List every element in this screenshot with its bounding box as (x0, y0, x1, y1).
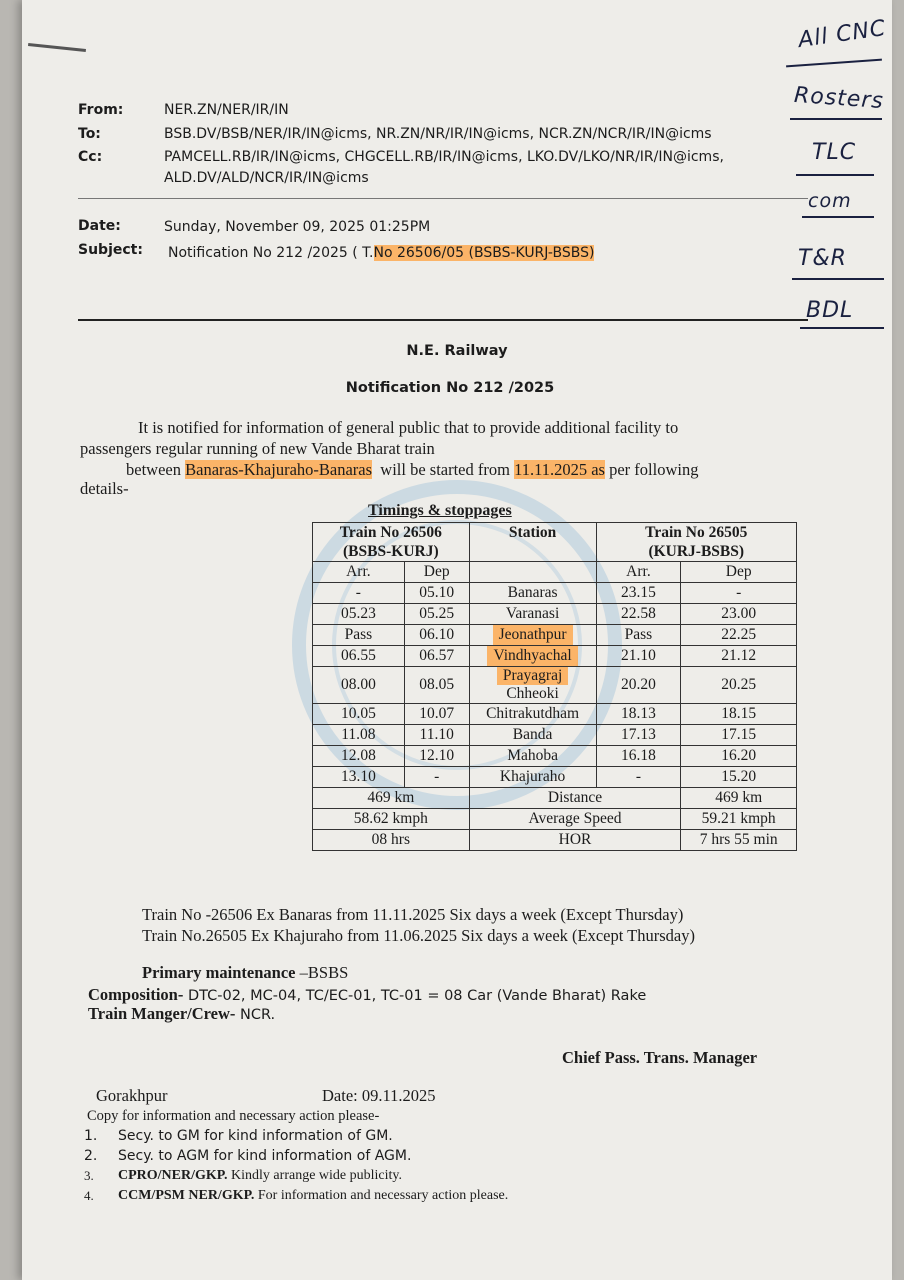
up-departure-cell: 22.25 (681, 625, 797, 646)
down-departure-cell: 11.10 (404, 725, 469, 746)
station-subheader (469, 562, 596, 583)
up-arrival-cell: 18.13 (596, 704, 681, 725)
down-arrival-cell: 13.10 (313, 767, 405, 788)
cc-value-1: PAMCELL.RB/IR/IN@icms, CHGCELL.RB/IR/IN@icms, LKO.DV/LKO/NR/IR/IN@icms, (164, 149, 724, 165)
summary-row (313, 788, 797, 809)
down-departure-cell: 12.10 (404, 746, 469, 767)
notice-para-line2: passengers regular running of new Vande Bharat train (80, 439, 435, 458)
dep-header: Dep (404, 562, 469, 583)
copy-text: Secy. to GM for kind information of GM. (118, 1128, 393, 1144)
down-arrival-cell: 06.55 (313, 646, 405, 667)
cc-value-2: ALD.DV/ALD/NCR/IR/IN@icms (164, 170, 369, 186)
up-departure-cell: 18.15 (681, 704, 797, 725)
para-text: will be started from (372, 460, 515, 479)
down-summary-value: 58.62 kmph (313, 809, 470, 830)
issue-date: Date: 09.11.2025 (322, 1086, 436, 1105)
signature-designation: Chief Pass. Trans. Manager (562, 1048, 758, 1067)
arr-header: Arr. (313, 562, 405, 583)
date-value: Sunday, November 09, 2025 01:25PM (164, 219, 431, 235)
up-departure-cell: 23.00 (681, 604, 797, 625)
up-arrival-cell: - (596, 767, 681, 788)
down-departure-cell: 05.10 (404, 583, 469, 604)
schedule-line-2: Train No.26505 Ex Khajuraho from 11.06.2025 Six days a week (Except Thursday) (142, 926, 695, 945)
table-row (313, 767, 797, 788)
handwritten-note-4: com (808, 190, 852, 212)
summary-row (313, 809, 797, 830)
primary-maintenance-label: Primary maintenance (142, 963, 296, 982)
copy-text: Secy. to AGM for kind information of AGM. (118, 1147, 412, 1164)
up-departure-cell: 16.20 (681, 746, 797, 767)
cc-label: Cc: (78, 149, 103, 165)
down-summary-value: 469 km (313, 788, 470, 809)
document-page (22, 0, 892, 1280)
timetable (312, 522, 797, 851)
up-train-number: Train No 26505 (645, 524, 748, 541)
down-departure-cell: 06.10 (404, 625, 469, 646)
handwritten-note-3: TLC (812, 140, 857, 165)
station-name: Chitrakutdham (486, 705, 580, 722)
up-train-header (596, 523, 796, 562)
station-cell (469, 746, 596, 767)
station-cell (469, 667, 596, 704)
table-row (313, 583, 797, 604)
down-train-route: (BSBS-KURJ) (343, 543, 439, 560)
down-departure-cell: - (404, 767, 469, 788)
notice-para-line4: details- (80, 479, 129, 498)
station-name: Banaras (507, 584, 558, 601)
summary-label: HOR (469, 830, 681, 851)
subject-label: Subject: (78, 242, 143, 258)
up-departure-cell: 20.25 (681, 667, 797, 704)
table-row (313, 667, 797, 704)
up-arrival-cell: 21.10 (596, 646, 681, 667)
down-arrival-cell: - (313, 583, 405, 604)
down-summary-value: 08 hrs (313, 830, 470, 851)
table-row (313, 625, 797, 646)
pen-mark (28, 43, 86, 52)
summary-label: Distance (469, 788, 681, 809)
station-name-line2: Chheoki (506, 685, 559, 702)
down-arrival-cell: Pass (313, 625, 405, 646)
copy-item-number: 3. (84, 1168, 94, 1183)
subject-highlight: No 26506/05 (BSBS-KURJ-BSBS) (373, 245, 595, 261)
down-departure-cell: 06.57 (404, 646, 469, 667)
notice-para-line1: It is notified for information of general public that to provide additional facility to (138, 418, 679, 437)
from-value: NER.ZN/NER/IR/IN (164, 102, 289, 118)
station-cell (469, 604, 596, 625)
up-departure-cell: 15.20 (681, 767, 797, 788)
copy-recipient: CPRO/NER/GKP. (118, 1168, 228, 1183)
handwritten-underline (792, 278, 884, 280)
composition-label: Composition- (88, 985, 184, 1004)
down-arrival-cell: 05.23 (313, 604, 405, 625)
subject-value (168, 243, 594, 264)
copy-item (118, 1146, 411, 1167)
train-crew (88, 1003, 275, 1026)
down-train-number: Train No 26506 (339, 524, 442, 541)
primary-maintenance (142, 962, 348, 983)
station-cell (469, 767, 596, 788)
arr-header: Arr. (596, 562, 681, 583)
subject-prefix: Notification No 212 /2025 ( T. (168, 245, 374, 261)
handwritten-underline (800, 327, 884, 329)
station-name: Mahoba (507, 747, 558, 764)
crew-label: Train Manger/Crew- (88, 1004, 236, 1023)
body-divider (78, 319, 808, 321)
copy-item-number: 1. (84, 1128, 98, 1144)
station-name: Khajuraho (499, 768, 566, 785)
handwritten-underline (802, 216, 874, 218)
up-arrival-cell: 23.15 (596, 583, 681, 604)
schedule-line-1: Train No -26506 Ex Banaras from 11.11.2025 Six days a week (Except Thursday) (142, 905, 684, 924)
to-label: To: (78, 126, 101, 142)
down-departure-cell: 05.25 (404, 604, 469, 625)
station-name: Banda (512, 726, 553, 743)
para-text: per following (604, 460, 699, 479)
handwritten-underline (796, 174, 874, 176)
copy-item (118, 1165, 402, 1186)
up-arrival-cell: Pass (596, 625, 681, 646)
down-departure-cell: 10.07 (404, 704, 469, 725)
handwritten-underline (790, 118, 882, 120)
para-text: between (126, 460, 186, 479)
primary-maintenance-value: –BSBS (295, 963, 349, 982)
org-title: N.E. Railway (406, 343, 508, 359)
copy-text: Kindly arrange wide publicity. (227, 1168, 402, 1183)
down-train-header (313, 523, 470, 562)
copy-item (118, 1126, 393, 1147)
station-name: Jeonathpur (493, 625, 573, 645)
table-row (313, 746, 797, 767)
up-arrival-cell: 22.58 (596, 604, 681, 625)
up-departure-cell: 21.12 (681, 646, 797, 667)
to-value: BSB.DV/BSB/NER/IR/IN@icms, NR.ZN/NR/IR/IN@icms, NCR.ZN/NCR/IR/IN@icms (164, 126, 712, 142)
notice-para-line3 (126, 459, 698, 480)
dep-header: Dep (681, 562, 797, 583)
up-arrival-cell: 17.13 (596, 725, 681, 746)
handwritten-underline (786, 59, 882, 68)
up-arrival-cell: 20.20 (596, 667, 681, 704)
composition-value: DTC-02, MC-04, TC/EC-01, TC-01 = 08 Car (Vande Bharat) Rake (183, 988, 647, 1004)
copy-text: For information and necessary action please. (254, 1187, 509, 1203)
copy-item-number: 2. (84, 1147, 98, 1164)
down-arrival-cell: 11.08 (313, 725, 405, 746)
station-cell (469, 583, 596, 604)
up-summary-value: 7 hrs 55 min (681, 830, 797, 851)
down-arrival-cell: 10.05 (313, 704, 405, 725)
copy-intro: Copy for information and necessary action please- (87, 1108, 380, 1124)
station-name: Varanasi (505, 605, 560, 622)
station-header: Station (469, 523, 596, 562)
copy-recipient: CCM/PSM NER/GKP. (118, 1187, 255, 1203)
down-arrival-cell: 08.00 (313, 667, 405, 704)
copy-item (118, 1185, 508, 1206)
table-row (313, 725, 797, 746)
from-label: From: (78, 102, 124, 118)
handwritten-note-1: All CNC (796, 15, 888, 54)
up-train-route: (KURJ-BSBS) (648, 543, 745, 560)
table-caption: Timings & stoppages (368, 502, 512, 519)
up-arrival-cell: 16.18 (596, 746, 681, 767)
station-cell (469, 704, 596, 725)
down-departure-cell: 08.05 (404, 667, 469, 704)
station-name: Prayagraj (497, 667, 568, 685)
header-divider (78, 198, 808, 199)
up-summary-value: 469 km (681, 788, 797, 809)
handwritten-note-5: T&R (798, 246, 847, 271)
station-cell (469, 725, 596, 746)
table-row (313, 604, 797, 625)
summary-label: Average Speed (469, 809, 681, 830)
date-label: Date: (78, 218, 121, 234)
notification-title: Notification No 212 /2025 (345, 380, 555, 396)
station-cell (469, 646, 596, 667)
table-row (313, 704, 797, 725)
summary-row (313, 830, 797, 851)
up-summary-value: 59.21 kmph (681, 809, 797, 830)
station-name: Vindhyachal (487, 646, 577, 666)
table-row (313, 646, 797, 667)
place: Gorakhpur (96, 1086, 168, 1105)
down-arrival-cell: 12.08 (313, 746, 405, 767)
crew-value: NCR. (235, 1007, 276, 1023)
up-departure-cell: 17.15 (681, 725, 797, 746)
handwritten-note-2: Rosters (793, 82, 885, 115)
route-highlight: Banaras-Khajuraho-Banaras (185, 460, 373, 479)
handwritten-note-6: BDL (806, 298, 854, 323)
date-highlight: 11.11.2025 as (514, 460, 605, 479)
copy-item-number: 4. (84, 1187, 94, 1203)
station-cell (469, 625, 596, 646)
up-departure-cell: - (681, 583, 797, 604)
